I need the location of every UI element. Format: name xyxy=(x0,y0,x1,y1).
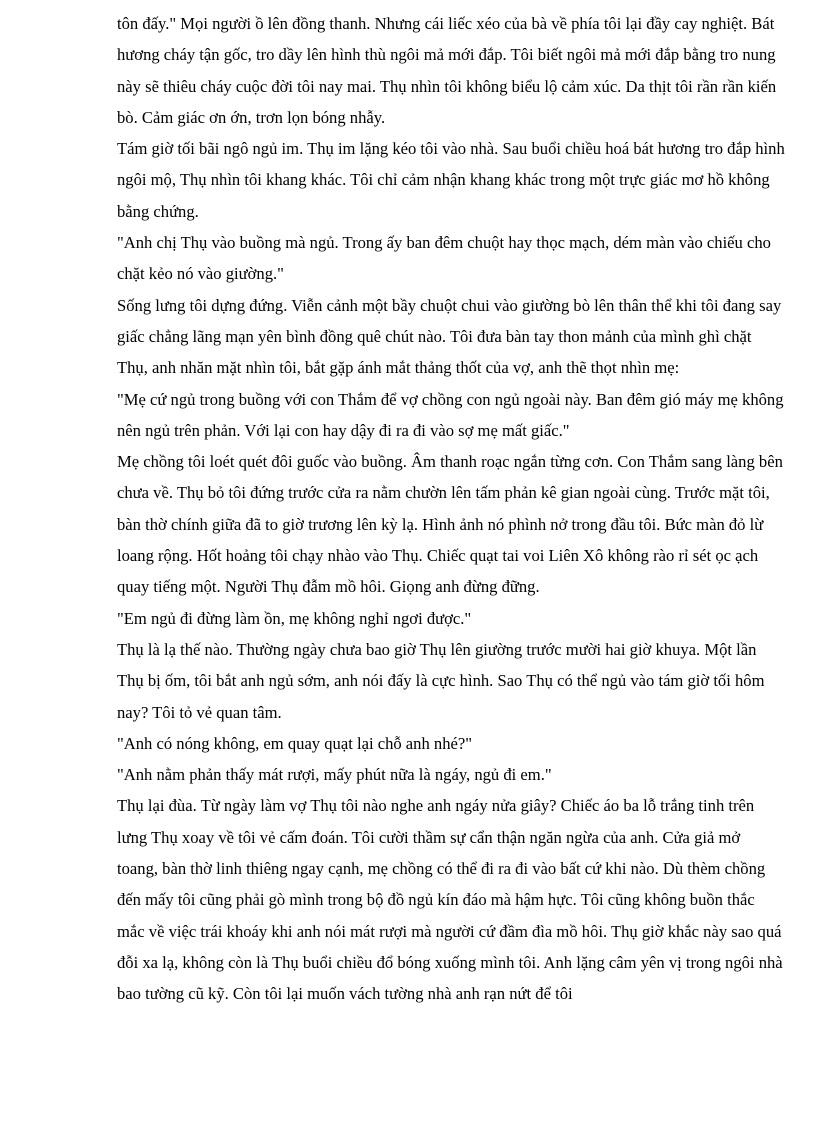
paragraph: "Em ngủ đi đừng làm ồn, mẹ không nghỉ ngơi được." xyxy=(117,608,472,628)
paragraph: Thụ lại đùa. Từ ngày làm vợ Thụ tôi nào nghe anh ngáy nửa giây? Chiếc áo ba lỗ trắng tinh trên lưng Thụ xoay về tôi vẻ cấm đoán. Tôi cười thầm sự cẩn thận ngăn ngừa của anh. Cửa giả mở toang, bàn thờ linh thiêng ngay cạnh, mẹ chồng có thể đi ra đi vào bất cứ khi nào. Dù thèm chồng đến mấy tôi cũng phải gò mình trong bộ đồ ngủ kín đáo mà hậm hực. Tôi cũng không buồn thắc mắc về việc trái khoáy khi anh nói mát rượi mà người cứ đầm đìa mồ hôi. Thụ giờ khắc này sao quá đỗi xa lạ, không còn là Thụ buổi chiều đổ bóng xuống mình tôi. Anh lặng câm yên vị trong ngôi nhà bao tường cũ kỹ. Còn tôi lại muốn vách tường nhà anh rạn nứt để tôi xyxy=(117,796,783,1004)
paragraph: "Anh nằm phản thấy mát rượi, mấy phút nữa là ngáy, ngủ đi em." xyxy=(117,765,552,785)
paragraph: tôn đấy." Mọi người ồ lên đồng thanh. Nhưng cái liếc xéo của bà về phía tôi lại đầy cay nghiệt. Bát hương cháy tận gốc, tro dầy lên hình thù ngôi mả mới đắp. Tôi biết ngôi mả mới đắp bằng tro nung này sẽ thiêu cháy cuộc đời tôi nay mai. Thụ nhìn tôi không biểu lộ cảm xúc. Da thịt tôi rần rần kiến bò. Cảm giác ơn ớn, trơn lọn bóng nhẫy. xyxy=(117,14,777,127)
paragraph: Mẹ chồng tôi loét quét đôi guốc vào buồng. Âm thanh roạc ngắn từng cơn. Con Thắm sang làng bên chưa về. Thụ bỏ tôi đứng trước cửa ra nằm chườn lên tấm phản kê gian ngoài cùng. Trước mặt tôi, bàn thờ chính giữa đã to giờ trương lên kỳ lạ. Hình ảnh nó phình nở trong đầu tôi. Bức màn đỏ lừ loang rộng. Hốt hoảng tôi chạy nhào vào Thụ. Chiếc quạt tai voi Liên Xô không rào rỉ sét ọc ạch quay tiếng một. Người Thụ đẫm mồ hôi. Giọng anh đừng đững. xyxy=(117,452,783,597)
paragraph: "Anh có nóng không, em quay quạt lại chỗ anh nhé?" xyxy=(117,733,473,753)
paragraph: Thụ là lạ thế nào. Thường ngày chưa bao giờ Thụ lên giường trước mười hai giờ khuya. Một lần Thụ bị ốm, tôi bắt anh ngủ sớm, anh nói đấy là cực hình. Sao Thụ có thể ngủ vào tám giờ tối hôm nay? Tôi tỏ vẻ quan tâm. xyxy=(117,639,765,722)
paragraph: "Anh chị Thụ vào buồng mà ngủ. Trong ấy ban đêm chuột hay thọc mạch, dém màn vào chiếu cho chặt kẻo nó vào giường." xyxy=(117,233,771,284)
paragraph: "Mẹ cứ ngủ trong buồng với con Thắm để vợ chồng con ngủ ngoài này. Ban đêm gió máy mẹ không nên ngủ trên phản. Với lại con hay dậy đi ra đi vào sợ mẹ mất giấc." xyxy=(117,389,784,440)
paragraph: Sống lưng tôi dựng đứng. Viễn cảnh một bầy chuột chui vào giường bò lên thân thể khi tôi đang say giấc chẳng lãng mạn yên bình đồng quê chút nào. Tôi đưa bàn tay thon mảnh của mình ghì chặt Thụ, anh nhăn mặt nhìn tôi, bắt gặp ánh mắt thảng thốt của vợ, anh thẽ thọt nhìn mẹ: xyxy=(117,295,782,378)
document-page xyxy=(117,8,785,1010)
paragraph: Tám giờ tối bãi ngô ngủ im. Thụ im lặng kéo tôi vào nhà. Sau buổi chiều hoá bát hương tro đắp hình ngôi mộ, Thụ nhìn tôi khang khác. Tôi chỉ cảm nhận khang khác trong một trực giác mơ hồ không bằng chứng. xyxy=(117,139,785,221)
